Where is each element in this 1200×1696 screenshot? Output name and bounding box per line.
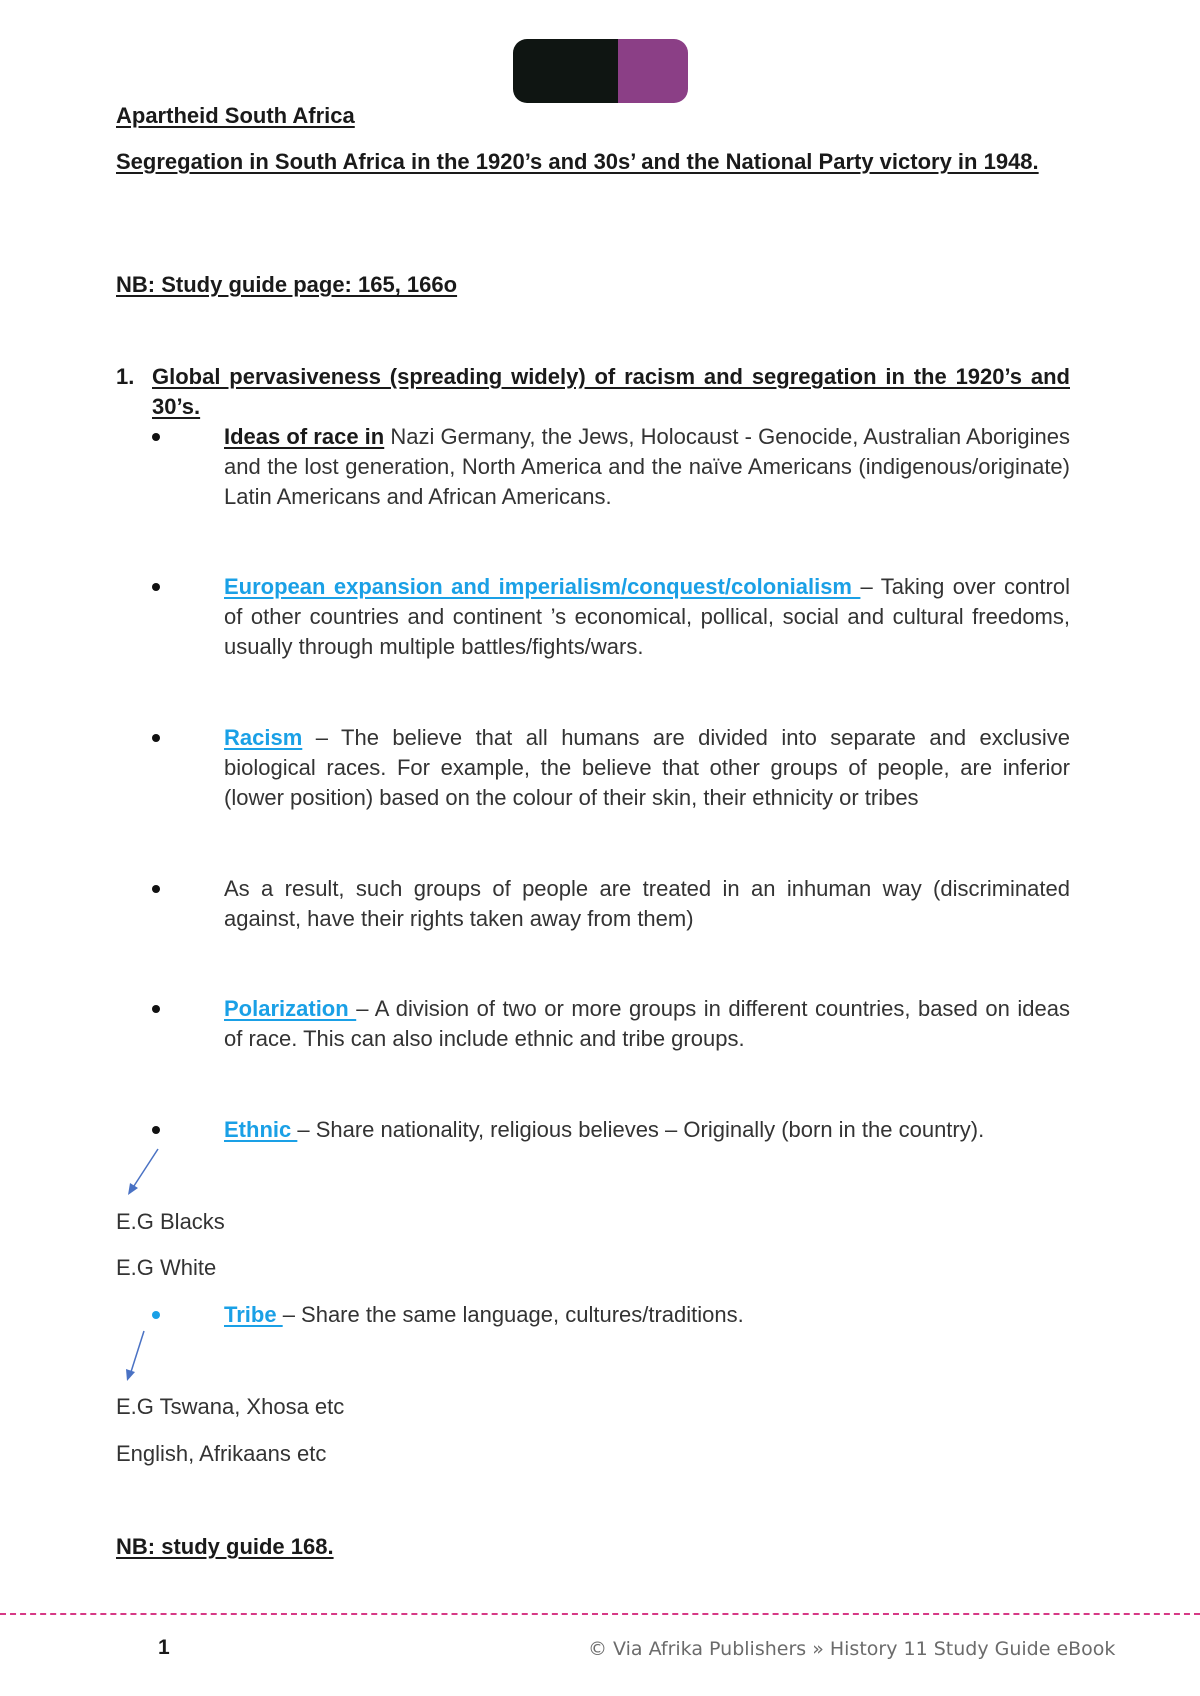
term-racism[interactable]: Racism: [224, 725, 303, 750]
term-ideas-of-race: Ideas of race in: [224, 424, 385, 449]
bullet-result: [152, 874, 1070, 934]
bullet-icon: [152, 1005, 160, 1013]
tribe-example: E.G Tswana, Xhosa etc: [116, 1394, 345, 1419]
term-ethnic[interactable]: Ethnic: [224, 1117, 298, 1142]
footer-divider: [0, 1613, 1200, 1615]
study-guide-note: NB: Study guide page: 165, 166o: [116, 272, 458, 297]
footer-publisher: © Via Afrika Publishers » History 11 Study Guide eBook: [588, 1638, 1116, 1660]
bullet-text: As a result, such groups of people are treated in an inhuman way (discriminated against, have their rights taken away from them): [224, 876, 1070, 931]
page-number: 1: [158, 1636, 170, 1659]
logo-purple-block: [618, 39, 688, 103]
bullet-icon: [152, 433, 160, 441]
publisher-logo: [513, 39, 688, 103]
document-subtitle: Segregation in South Africa in the 1920’s and 30s’ and the National Party victory in 1948.: [116, 149, 1039, 174]
section-heading: Global pervasiveness (spreading widely) of racism and segregation in the 1920’s and 30’s.: [152, 364, 1070, 419]
bullet-text: – Share nationality, religious believes – Originally (born in the country).: [297, 1117, 985, 1142]
bullet-text: – Share the same language, cultures/traditions.: [282, 1302, 744, 1327]
term-polarization[interactable]: Polarization: [224, 996, 357, 1021]
bullet-tribe: [152, 1300, 1070, 1330]
term-european-expansion[interactable]: European expansion and imperialism/conquest/colonialism: [224, 574, 861, 599]
bullet-european-expansion: [152, 572, 1070, 662]
bullet-polarization: [152, 994, 1070, 1054]
term-tribe[interactable]: Tribe: [224, 1302, 283, 1327]
tribe-example: English, Afrikaans etc: [116, 1441, 327, 1466]
bullet-text: – A division of two or more groups in different countries, based on ideas of race. This can also include ethnic and tribe groups.: [224, 996, 1071, 1051]
study-guide-note-2: NB: study guide 168.: [116, 1534, 334, 1559]
bullet-ethnic: [152, 1115, 1070, 1145]
ethnic-example: E.G Blacks: [116, 1209, 225, 1234]
bullet-ideas-of-race: [152, 422, 1070, 512]
bullet-icon: [152, 583, 160, 591]
bullet-icon: [152, 885, 160, 893]
bullet-icon: [152, 1311, 160, 1319]
bullet-text: – The believe that all humans are divided into separate and exclusive biological races. For example, the believe that other groups of people, are inferior (lower position) based on the colour of their skin, their ethnicity or tribes: [224, 725, 1070, 810]
document-title: Apartheid South Africa: [116, 103, 355, 128]
section-number: 1.: [116, 364, 135, 389]
ethnic-example: E.G White: [116, 1255, 217, 1280]
arrow-down-left-icon: [124, 1145, 164, 1197]
logo-dark-block: [513, 39, 618, 103]
bullet-text: – Taking over control of other countries and continent ’s economical, pollical, social and cultural freedoms, usually through multiple battles/fights/wars.: [224, 574, 1070, 659]
arrow-down-icon: [122, 1327, 152, 1383]
bullet-icon: [152, 1126, 160, 1134]
bullet-racism: [152, 723, 1070, 813]
bullet-text: Nazi Germany, the Jews, Holocaust - Genocide, Australian Aborigines and the lost generation, North America and the naïve Americans (indigenous/originate) Latin Americans and African Americans.: [224, 424, 1070, 509]
bullet-icon: [152, 734, 160, 742]
